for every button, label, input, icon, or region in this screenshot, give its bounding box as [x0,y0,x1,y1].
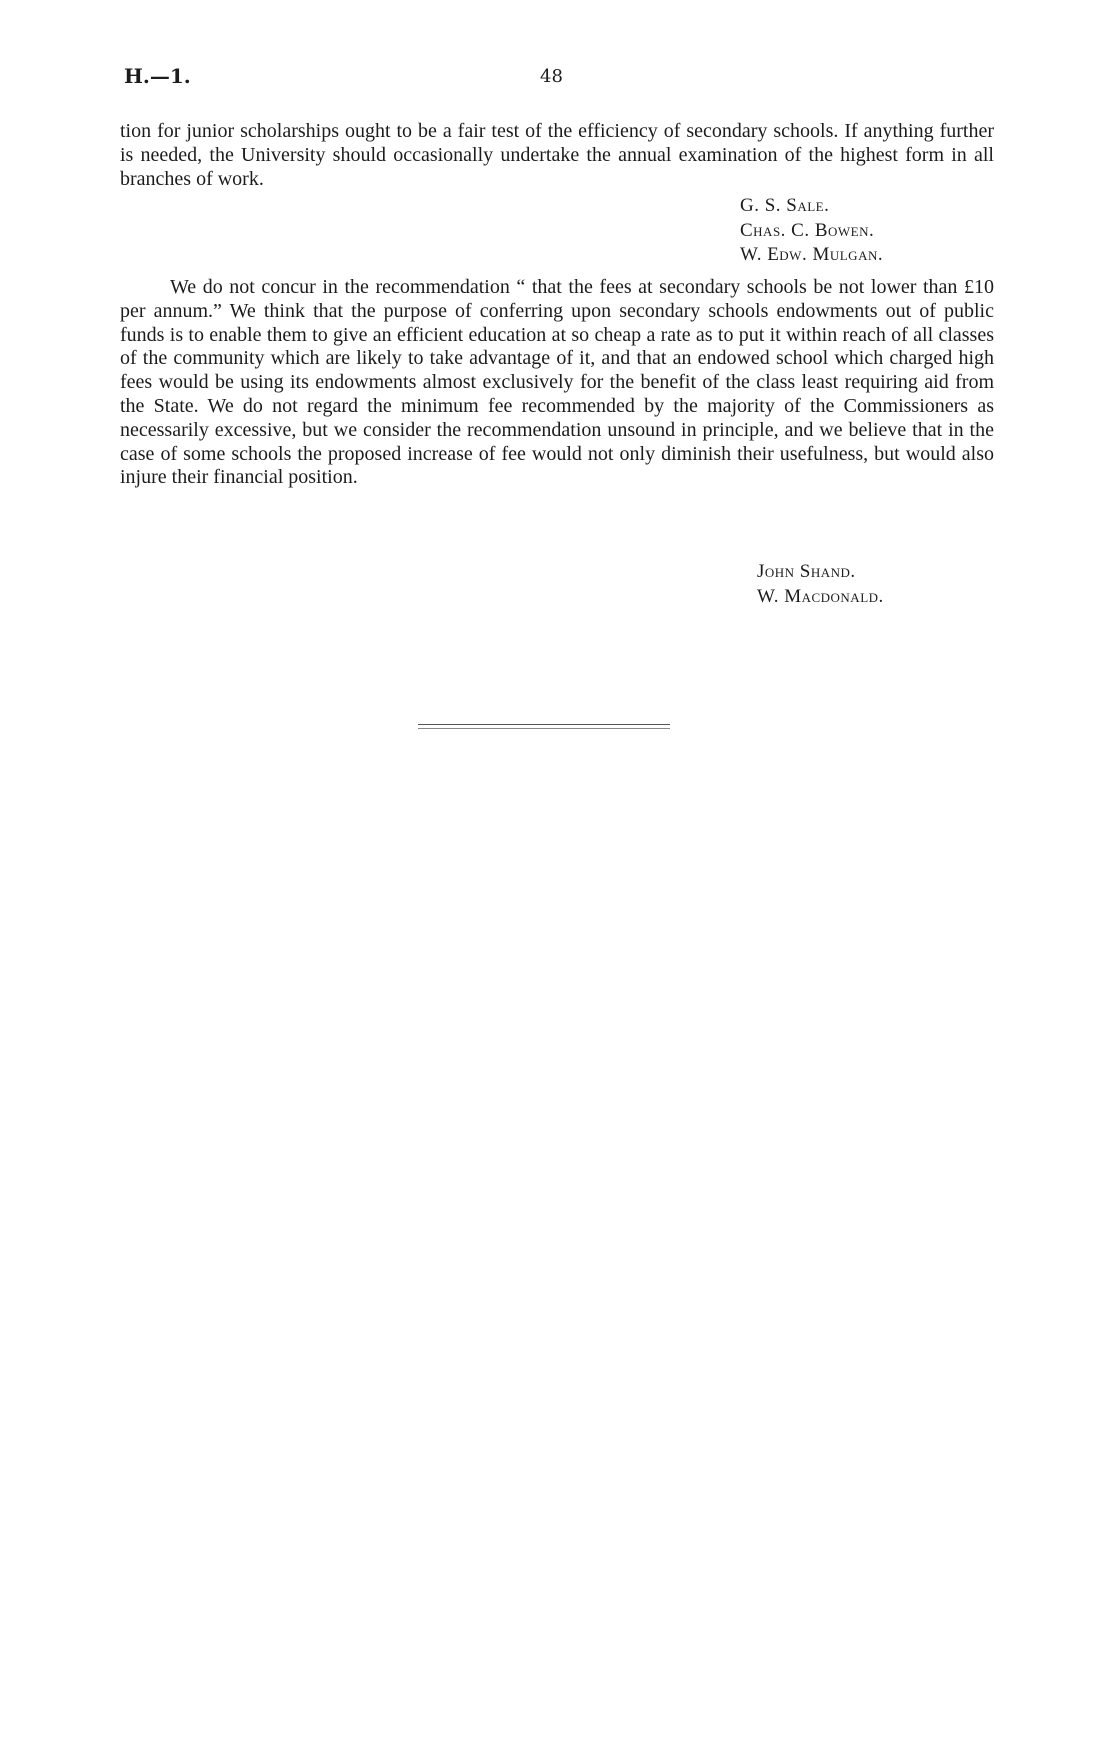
signatory: G. S. Sale. [740,195,830,216]
signature-block-dissent [757,560,884,609]
paragraph-dissent: We do not concur in the recommendation “ that the fees at secondary schools be not lower than £10 per annum.” We think that the purpose of conferring upon secondary schools endowments out of public funds is to enable them to give an efficient education at so cheap a rate as to put it within reach of all classes of the community which are likely to take advantage of it, and that an endowed school which charged high fees would be using its endowments almost exclusively for the benefit of the class least requiring aid from the State. We do not regard the minimum fee recommended by the majority of the Commissioners as necessarily excessive, but we consider the recommendation unsound in principle, and we believe that in the case of some schools the proposed increase of fee would not only diminish their usefulness, but would also injure their financial position. [120,276,994,489]
paragraph-continuation: tion for junior scholarships ought to be a fair test of the efficiency of secondary schools. If anything further is needed, the University should occasionally undertake the annual examination of the highest form in all branches of work. [120,120,994,190]
signature-block-majority [740,194,883,268]
signatory: W. Macdonald. [757,585,884,607]
signatory: John Shand. [757,561,856,582]
section-divider [418,728,670,729]
signatory: W. Edw. Mulgan. [740,244,884,265]
page-number: 48 [540,66,563,87]
section-divider [418,724,670,725]
signatory: Chas. C. Bowen. [740,219,875,241]
document-reference: H.—1. [124,64,191,88]
page-header [0,64,1114,94]
